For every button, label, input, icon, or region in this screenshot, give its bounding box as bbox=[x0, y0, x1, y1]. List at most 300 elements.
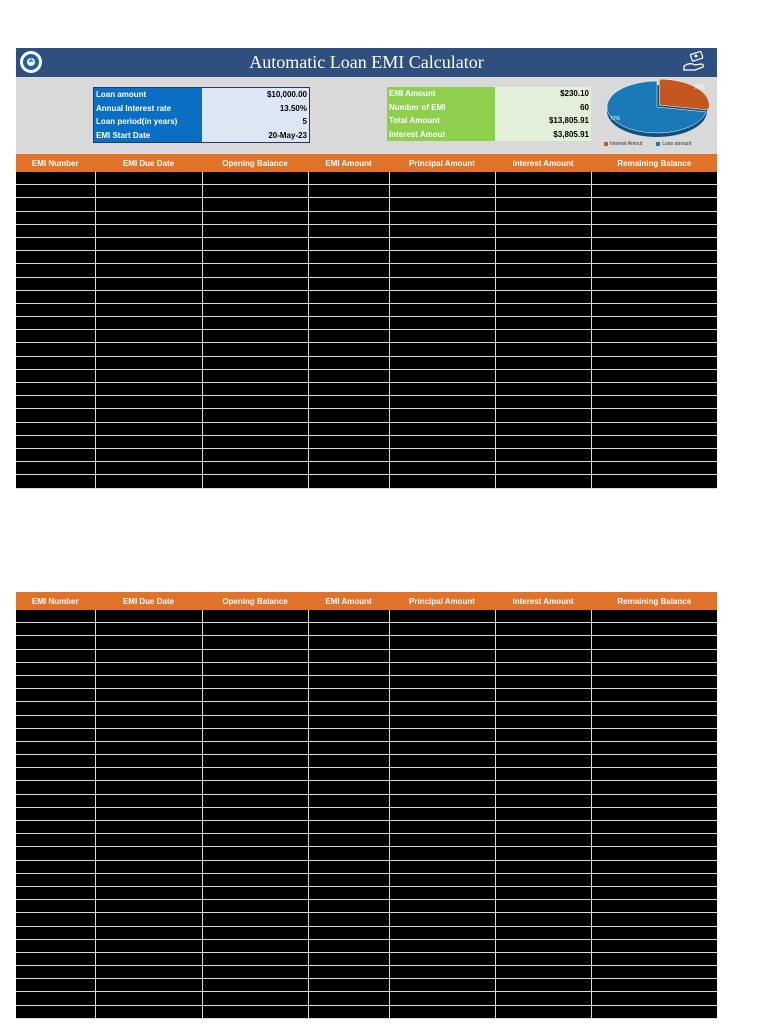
table-cell[interactable] bbox=[16, 475, 95, 488]
table-cell[interactable] bbox=[16, 649, 95, 662]
table-cell[interactable] bbox=[308, 702, 389, 715]
table-cell[interactable] bbox=[95, 462, 202, 475]
table-cell[interactable] bbox=[308, 462, 389, 475]
table-cell[interactable] bbox=[389, 369, 495, 382]
table-cell[interactable] bbox=[591, 422, 717, 435]
table-cell[interactable] bbox=[95, 847, 202, 860]
table-cell[interactable] bbox=[95, 741, 202, 754]
table-cell[interactable] bbox=[16, 807, 95, 820]
table-cell[interactable] bbox=[95, 264, 202, 277]
table-cell[interactable] bbox=[495, 383, 591, 396]
table-cell[interactable] bbox=[202, 689, 308, 702]
table-cell[interactable] bbox=[591, 172, 717, 185]
table-cell[interactable] bbox=[308, 821, 389, 834]
table-cell[interactable] bbox=[495, 913, 591, 926]
table-cell[interactable] bbox=[202, 702, 308, 715]
table-cell[interactable] bbox=[202, 675, 308, 688]
table-cell[interactable] bbox=[202, 383, 308, 396]
table-cell[interactable] bbox=[16, 211, 95, 224]
table-cell[interactable] bbox=[202, 224, 308, 237]
table-cell[interactable] bbox=[389, 636, 495, 649]
table-cell[interactable] bbox=[495, 475, 591, 488]
table-cell[interactable] bbox=[389, 422, 495, 435]
table-cell[interactable] bbox=[308, 662, 389, 675]
table-cell[interactable] bbox=[591, 448, 717, 461]
table-cell[interactable] bbox=[495, 224, 591, 237]
table-cell[interactable] bbox=[95, 886, 202, 899]
table-cell[interactable] bbox=[495, 1005, 591, 1018]
table-cell[interactable] bbox=[495, 886, 591, 899]
table-cell[interactable] bbox=[495, 636, 591, 649]
table-cell[interactable] bbox=[202, 847, 308, 860]
table-cell[interactable] bbox=[202, 317, 308, 330]
table-cell[interactable] bbox=[591, 303, 717, 316]
table-cell[interactable] bbox=[308, 794, 389, 807]
table-cell[interactable] bbox=[495, 755, 591, 768]
table-cell[interactable] bbox=[389, 952, 495, 965]
table-cell[interactable] bbox=[591, 807, 717, 820]
table-cell[interactable] bbox=[202, 172, 308, 185]
table-cell[interactable] bbox=[308, 952, 389, 965]
table-cell[interactable] bbox=[308, 926, 389, 939]
table-cell[interactable] bbox=[308, 939, 389, 952]
table-cell[interactable] bbox=[591, 435, 717, 448]
table-cell[interactable] bbox=[389, 356, 495, 369]
table-cell[interactable] bbox=[202, 264, 308, 277]
table-cell[interactable] bbox=[389, 834, 495, 847]
table-cell[interactable] bbox=[389, 277, 495, 290]
table-cell[interactable] bbox=[95, 448, 202, 461]
table-cell[interactable] bbox=[202, 728, 308, 741]
table-cell[interactable] bbox=[591, 224, 717, 237]
table-cell[interactable] bbox=[591, 702, 717, 715]
table-cell[interactable] bbox=[202, 662, 308, 675]
table-cell[interactable] bbox=[591, 237, 717, 250]
table-cell[interactable] bbox=[591, 728, 717, 741]
table-cell[interactable] bbox=[16, 636, 95, 649]
table-cell[interactable] bbox=[16, 448, 95, 461]
table-cell[interactable] bbox=[495, 715, 591, 728]
table-cell[interactable] bbox=[308, 172, 389, 185]
table-cell[interactable] bbox=[591, 462, 717, 475]
interest-rate-value[interactable]: 13.50% bbox=[202, 102, 309, 116]
table-cell[interactable] bbox=[16, 610, 95, 623]
table-cell[interactable] bbox=[495, 807, 591, 820]
table-cell[interactable] bbox=[202, 369, 308, 382]
table-cell[interactable] bbox=[389, 886, 495, 899]
table-cell[interactable] bbox=[495, 768, 591, 781]
table-cell[interactable] bbox=[95, 224, 202, 237]
table-cell[interactable] bbox=[389, 755, 495, 768]
table-cell[interactable] bbox=[591, 992, 717, 1005]
table-cell[interactable] bbox=[202, 185, 308, 198]
table-cell[interactable] bbox=[202, 290, 308, 303]
table-cell[interactable] bbox=[591, 794, 717, 807]
table-cell[interactable] bbox=[308, 966, 389, 979]
table-cell[interactable] bbox=[308, 807, 389, 820]
table-cell[interactable] bbox=[495, 702, 591, 715]
table-cell[interactable] bbox=[495, 422, 591, 435]
table-cell[interactable] bbox=[95, 728, 202, 741]
table-cell[interactable] bbox=[16, 860, 95, 873]
table-cell[interactable] bbox=[591, 952, 717, 965]
table-cell[interactable] bbox=[95, 290, 202, 303]
table-cell[interactable] bbox=[495, 264, 591, 277]
table-cell[interactable] bbox=[495, 900, 591, 913]
table-cell[interactable] bbox=[202, 834, 308, 847]
table-cell[interactable] bbox=[16, 741, 95, 754]
table-cell[interactable] bbox=[16, 172, 95, 185]
table-cell[interactable] bbox=[495, 939, 591, 952]
table-cell[interactable] bbox=[16, 821, 95, 834]
table-cell[interactable] bbox=[95, 952, 202, 965]
table-cell[interactable] bbox=[495, 794, 591, 807]
table-cell[interactable] bbox=[591, 781, 717, 794]
table-cell[interactable] bbox=[389, 649, 495, 662]
table-cell[interactable] bbox=[202, 462, 308, 475]
table-cell[interactable] bbox=[16, 728, 95, 741]
table-cell[interactable] bbox=[95, 900, 202, 913]
table-cell[interactable] bbox=[308, 277, 389, 290]
table-cell[interactable] bbox=[495, 821, 591, 834]
table-cell[interactable] bbox=[16, 369, 95, 382]
table-cell[interactable] bbox=[16, 689, 95, 702]
table-cell[interactable] bbox=[95, 396, 202, 409]
table-cell[interactable] bbox=[389, 689, 495, 702]
table-cell[interactable] bbox=[591, 860, 717, 873]
table-cell[interactable] bbox=[308, 435, 389, 448]
table-cell[interactable] bbox=[495, 277, 591, 290]
table-cell[interactable] bbox=[95, 807, 202, 820]
table-cell[interactable] bbox=[389, 781, 495, 794]
table-cell[interactable] bbox=[389, 343, 495, 356]
table-cell[interactable] bbox=[308, 343, 389, 356]
table-cell[interactable] bbox=[389, 383, 495, 396]
table-cell[interactable] bbox=[495, 873, 591, 886]
table-cell[interactable] bbox=[495, 198, 591, 211]
table-cell[interactable] bbox=[202, 448, 308, 461]
table-cell[interactable] bbox=[95, 662, 202, 675]
table-cell[interactable] bbox=[308, 886, 389, 899]
table-cell[interactable] bbox=[95, 794, 202, 807]
table-cell[interactable] bbox=[389, 475, 495, 488]
table-cell[interactable] bbox=[308, 781, 389, 794]
table-cell[interactable] bbox=[389, 396, 495, 409]
table-cell[interactable] bbox=[389, 728, 495, 741]
table-cell[interactable] bbox=[591, 343, 717, 356]
table-cell[interactable] bbox=[389, 224, 495, 237]
table-cell[interactable] bbox=[95, 636, 202, 649]
table-cell[interactable] bbox=[202, 1005, 308, 1018]
table-cell[interactable] bbox=[16, 926, 95, 939]
table-cell[interactable] bbox=[308, 211, 389, 224]
table-cell[interactable] bbox=[95, 715, 202, 728]
table-cell[interactable] bbox=[308, 396, 389, 409]
table-cell[interactable] bbox=[308, 290, 389, 303]
table-cell[interactable] bbox=[202, 821, 308, 834]
table-cell[interactable] bbox=[495, 623, 591, 636]
emi-start-date-value[interactable]: 20-May-23 bbox=[202, 129, 309, 143]
table-cell[interactable] bbox=[95, 303, 202, 316]
table-cell[interactable] bbox=[16, 755, 95, 768]
table-cell[interactable] bbox=[308, 356, 389, 369]
table-cell[interactable] bbox=[202, 435, 308, 448]
table-cell[interactable] bbox=[389, 435, 495, 448]
table-cell[interactable] bbox=[591, 966, 717, 979]
table-cell[interactable] bbox=[495, 343, 591, 356]
table-cell[interactable] bbox=[495, 610, 591, 623]
table-cell[interactable] bbox=[308, 369, 389, 382]
table-cell[interactable] bbox=[308, 741, 389, 754]
table-cell[interactable] bbox=[495, 952, 591, 965]
table-cell[interactable] bbox=[591, 198, 717, 211]
table-cell[interactable] bbox=[591, 610, 717, 623]
table-cell[interactable] bbox=[16, 198, 95, 211]
table-cell[interactable] bbox=[389, 900, 495, 913]
table-cell[interactable] bbox=[16, 675, 95, 688]
table-cell[interactable] bbox=[95, 834, 202, 847]
table-cell[interactable] bbox=[495, 966, 591, 979]
table-cell[interactable] bbox=[389, 992, 495, 1005]
table-cell[interactable] bbox=[591, 939, 717, 952]
table-cell[interactable] bbox=[95, 913, 202, 926]
table-cell[interactable] bbox=[389, 939, 495, 952]
table-cell[interactable] bbox=[308, 689, 389, 702]
table-cell[interactable] bbox=[591, 317, 717, 330]
table-cell[interactable] bbox=[202, 610, 308, 623]
table-cell[interactable] bbox=[591, 926, 717, 939]
table-cell[interactable] bbox=[16, 715, 95, 728]
table-cell[interactable] bbox=[389, 715, 495, 728]
table-cell[interactable] bbox=[495, 728, 591, 741]
table-cell[interactable] bbox=[308, 873, 389, 886]
table-cell[interactable] bbox=[202, 211, 308, 224]
table-cell[interactable] bbox=[95, 1005, 202, 1018]
table-cell[interactable] bbox=[495, 330, 591, 343]
table-cell[interactable] bbox=[202, 237, 308, 250]
table-cell[interactable] bbox=[591, 185, 717, 198]
table-cell[interactable] bbox=[495, 847, 591, 860]
table-cell[interactable] bbox=[202, 755, 308, 768]
table-cell[interactable] bbox=[308, 715, 389, 728]
table-cell[interactable] bbox=[95, 926, 202, 939]
table-cell[interactable] bbox=[16, 185, 95, 198]
table-cell[interactable] bbox=[202, 807, 308, 820]
table-cell[interactable] bbox=[16, 913, 95, 926]
table-cell[interactable] bbox=[95, 755, 202, 768]
table-cell[interactable] bbox=[308, 755, 389, 768]
table-cell[interactable] bbox=[16, 623, 95, 636]
table-cell[interactable] bbox=[202, 396, 308, 409]
table-cell[interactable] bbox=[591, 675, 717, 688]
table-cell[interactable] bbox=[495, 172, 591, 185]
table-cell[interactable] bbox=[16, 343, 95, 356]
table-cell[interactable] bbox=[495, 834, 591, 847]
table-cell[interactable] bbox=[202, 781, 308, 794]
table-cell[interactable] bbox=[308, 448, 389, 461]
table-cell[interactable] bbox=[16, 303, 95, 316]
table-cell[interactable] bbox=[308, 979, 389, 992]
table-cell[interactable] bbox=[95, 172, 202, 185]
table-cell[interactable] bbox=[202, 198, 308, 211]
table-cell[interactable] bbox=[591, 821, 717, 834]
table-cell[interactable] bbox=[495, 237, 591, 250]
table-cell[interactable] bbox=[16, 1005, 95, 1018]
table-cell[interactable] bbox=[389, 768, 495, 781]
table-cell[interactable] bbox=[202, 952, 308, 965]
table-cell[interactable] bbox=[591, 1005, 717, 1018]
table-cell[interactable] bbox=[95, 781, 202, 794]
table-cell[interactable] bbox=[202, 768, 308, 781]
table-cell[interactable] bbox=[308, 834, 389, 847]
table-cell[interactable] bbox=[95, 251, 202, 264]
table-cell[interactable] bbox=[591, 396, 717, 409]
table-cell[interactable] bbox=[591, 356, 717, 369]
table-cell[interactable] bbox=[389, 185, 495, 198]
table-cell[interactable] bbox=[495, 979, 591, 992]
table-cell[interactable] bbox=[95, 821, 202, 834]
table-cell[interactable] bbox=[389, 675, 495, 688]
table-cell[interactable] bbox=[202, 623, 308, 636]
table-cell[interactable] bbox=[591, 715, 717, 728]
table-cell[interactable] bbox=[95, 211, 202, 224]
table-cell[interactable] bbox=[95, 702, 202, 715]
table-cell[interactable] bbox=[95, 623, 202, 636]
table-cell[interactable] bbox=[95, 422, 202, 435]
table-cell[interactable] bbox=[389, 610, 495, 623]
table-cell[interactable] bbox=[16, 873, 95, 886]
table-cell[interactable] bbox=[495, 992, 591, 1005]
table-cell[interactable] bbox=[202, 715, 308, 728]
table-cell[interactable] bbox=[95, 369, 202, 382]
table-cell[interactable] bbox=[308, 409, 389, 422]
table-cell[interactable] bbox=[389, 462, 495, 475]
table-cell[interactable] bbox=[308, 623, 389, 636]
table-cell[interactable] bbox=[202, 741, 308, 754]
table-cell[interactable] bbox=[389, 623, 495, 636]
table-cell[interactable] bbox=[95, 649, 202, 662]
table-cell[interactable] bbox=[389, 211, 495, 224]
table-cell[interactable] bbox=[308, 768, 389, 781]
table-cell[interactable] bbox=[202, 900, 308, 913]
table-cell[interactable] bbox=[389, 198, 495, 211]
table-cell[interactable] bbox=[591, 290, 717, 303]
table-cell[interactable] bbox=[202, 649, 308, 662]
table-cell[interactable] bbox=[202, 277, 308, 290]
table-cell[interactable] bbox=[308, 636, 389, 649]
table-cell[interactable] bbox=[95, 979, 202, 992]
table-cell[interactable] bbox=[202, 873, 308, 886]
table-cell[interactable] bbox=[591, 755, 717, 768]
table-cell[interactable] bbox=[95, 610, 202, 623]
table-cell[interactable] bbox=[591, 409, 717, 422]
table-cell[interactable] bbox=[202, 794, 308, 807]
table-cell[interactable] bbox=[16, 966, 95, 979]
table-cell[interactable] bbox=[495, 741, 591, 754]
table-cell[interactable] bbox=[95, 383, 202, 396]
table-cell[interactable] bbox=[16, 251, 95, 264]
table-cell[interactable] bbox=[591, 369, 717, 382]
table-cell[interactable] bbox=[308, 900, 389, 913]
table-cell[interactable] bbox=[16, 330, 95, 343]
table-cell[interactable] bbox=[308, 264, 389, 277]
table-cell[interactable] bbox=[389, 237, 495, 250]
table-cell[interactable] bbox=[308, 224, 389, 237]
table-cell[interactable] bbox=[389, 409, 495, 422]
table-cell[interactable] bbox=[202, 409, 308, 422]
table-cell[interactable] bbox=[95, 860, 202, 873]
table-cell[interactable] bbox=[591, 847, 717, 860]
table-cell[interactable] bbox=[591, 475, 717, 488]
table-cell[interactable] bbox=[95, 689, 202, 702]
loan-amount-value[interactable]: $10,000.00 bbox=[202, 88, 309, 102]
table-cell[interactable] bbox=[95, 966, 202, 979]
table-cell[interactable] bbox=[16, 422, 95, 435]
table-cell[interactable] bbox=[308, 237, 389, 250]
table-cell[interactable] bbox=[389, 807, 495, 820]
table-cell[interactable] bbox=[389, 860, 495, 873]
table-cell[interactable] bbox=[16, 435, 95, 448]
table-cell[interactable] bbox=[202, 886, 308, 899]
table-cell[interactable] bbox=[495, 649, 591, 662]
table-cell[interactable] bbox=[591, 979, 717, 992]
table-cell[interactable] bbox=[308, 847, 389, 860]
table-cell[interactable] bbox=[202, 475, 308, 488]
table-cell[interactable] bbox=[591, 886, 717, 899]
table-cell[interactable] bbox=[495, 675, 591, 688]
table-cell[interactable] bbox=[16, 939, 95, 952]
table-cell[interactable] bbox=[495, 303, 591, 316]
table-cell[interactable] bbox=[202, 939, 308, 952]
table-cell[interactable] bbox=[389, 794, 495, 807]
table-cell[interactable] bbox=[495, 251, 591, 264]
table-cell[interactable] bbox=[95, 343, 202, 356]
table-cell[interactable] bbox=[591, 741, 717, 754]
table-cell[interactable] bbox=[389, 966, 495, 979]
table-cell[interactable] bbox=[95, 992, 202, 1005]
table-cell[interactable] bbox=[591, 834, 717, 847]
table-cell[interactable] bbox=[16, 886, 95, 899]
table-cell[interactable] bbox=[95, 873, 202, 886]
table-cell[interactable] bbox=[389, 662, 495, 675]
table-cell[interactable] bbox=[95, 237, 202, 250]
table-cell[interactable] bbox=[202, 303, 308, 316]
table-cell[interactable] bbox=[591, 623, 717, 636]
table-cell[interactable] bbox=[202, 636, 308, 649]
table-cell[interactable] bbox=[495, 409, 591, 422]
table-cell[interactable] bbox=[95, 675, 202, 688]
table-cell[interactable] bbox=[95, 409, 202, 422]
table-cell[interactable] bbox=[495, 448, 591, 461]
table-cell[interactable] bbox=[95, 185, 202, 198]
table-cell[interactable] bbox=[389, 913, 495, 926]
table-cell[interactable] bbox=[202, 343, 308, 356]
table-cell[interactable] bbox=[389, 873, 495, 886]
table-cell[interactable] bbox=[389, 448, 495, 461]
table-cell[interactable] bbox=[308, 303, 389, 316]
table-cell[interactable] bbox=[495, 356, 591, 369]
table-cell[interactable] bbox=[308, 649, 389, 662]
table-cell[interactable] bbox=[308, 860, 389, 873]
table-cell[interactable] bbox=[16, 356, 95, 369]
table-cell[interactable] bbox=[495, 369, 591, 382]
table-cell[interactable] bbox=[591, 264, 717, 277]
table-cell[interactable] bbox=[495, 662, 591, 675]
table-cell[interactable] bbox=[389, 821, 495, 834]
table-cell[interactable] bbox=[389, 847, 495, 860]
table-cell[interactable] bbox=[202, 992, 308, 1005]
table-cell[interactable] bbox=[16, 264, 95, 277]
